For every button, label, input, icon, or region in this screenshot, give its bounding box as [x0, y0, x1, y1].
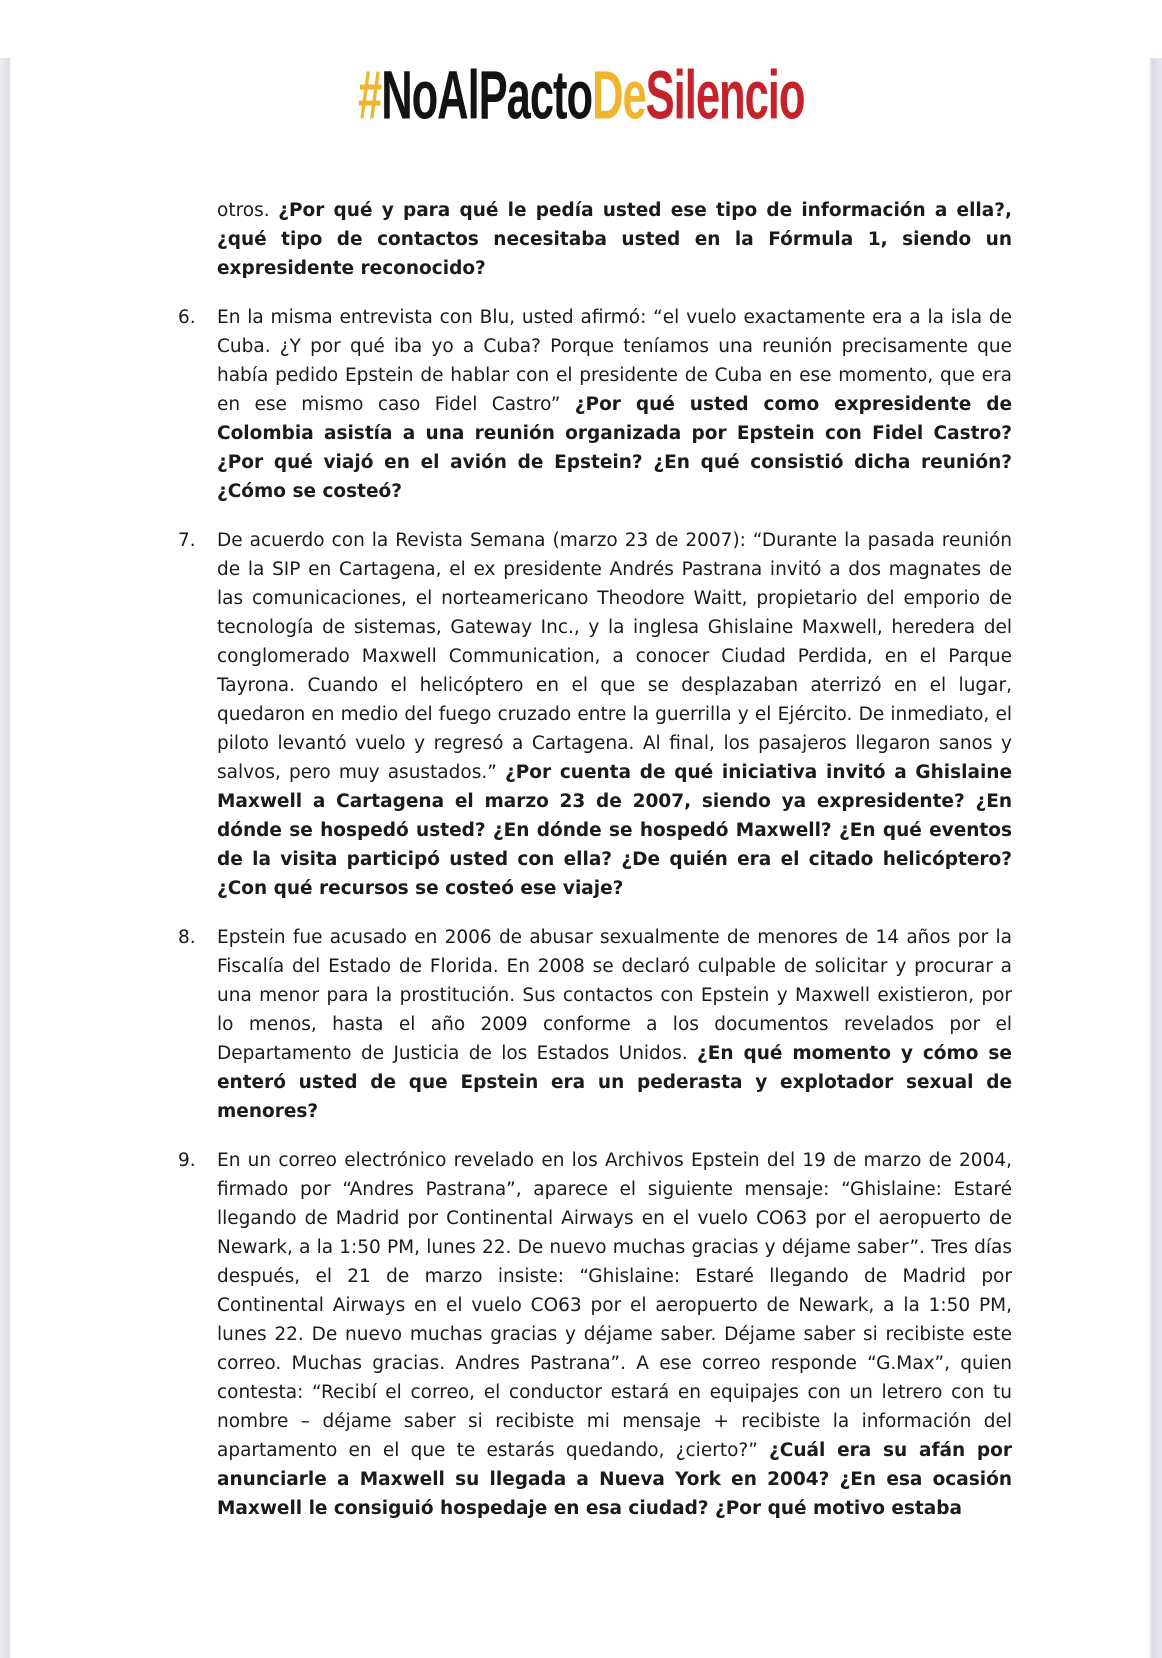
item-regular-text: De acuerdo con la Revista Semana (marzo 23 de 2007): “Durante la pasada reunión de la SIP en Cartagena, el ex presidente Andrés Pastrana invitó a dos magnates de las comunicaciones, el norteamericano Theodore Waitt, propietario del emporio de tecnología de sistemas, Gateway Inc., y la inglesa Ghislaine Maxwell, heredera del conglomerado Maxwell Communication, a conocer Ciudad Perdida, en el Parque Tayrona. Cuando el helicóptero en el que se desplazaban aterrizó en el lugar, quedaron en medio del fuego cruzado entre la guerrilla y el Ejército. De inmediato, el piloto levantó vuelo y regresó a Cartagena. Al final, los pasajeros llegaron sanos y salvos, pero muy asustados.”	[217, 530, 1012, 783]
questions-document	[178, 196, 1012, 1523]
item-number: 8.	[178, 927, 196, 948]
item-number: 7.	[178, 530, 196, 551]
item-regular-text: En un correo electrónico revelado en los Archivos Epstein del 19 de marzo de 2004, firmado por “Andres Pastrana”, aparece el siguiente mensaje: “Ghislaine: Estaré llegando de Madrid por Continental Airways en el vuelo CO63 por el aeropuerto de Newark, a la 1:50 PM, lunes 22. De nuevo muchas gracias y déjame saber”. Tres días después, el 21 de marzo insiste: “Ghislaine: Estaré llegando de Madrid por Continental Airways en el vuelo CO63 por el aeropuerto de Newark, a la 1:50 PM, lunes 22. De nuevo muchas gracias y déjame saber. Déjame saber si recibiste este correo. Muchas gracias. Andres Pastrana”. A ese correo responde “G.Max”, quien contesta: “Recibí el correo, el conductor estará en equipajes con un letrero con tu nombre – déjame saber si recibiste mi mensaje + recibiste la información del apartamento en el que te estarás quedando, ¿cierto?”	[217, 1150, 1012, 1461]
item-bold-question: ¿Por cuenta de qué iniciativa invitó a Ghislaine Maxwell a Cartagena el marzo 23 de 2007, siendo ya expresidente? ¿En dónde se hospedó usted? ¿En dónde se hospedó Maxwell? ¿En qué eventos de la visita participó usted con ella? ¿De quién era el citado helicóptero? ¿Con qué recursos se costeó ese viaje?	[217, 762, 1012, 899]
campaign-logo-text	[357, 56, 805, 134]
page-edge-left	[0, 58, 12, 1658]
question-item-9	[178, 1146, 1012, 1523]
document-page	[0, 58, 1162, 1658]
page-edge-right	[1148, 58, 1162, 1658]
logo-segment-2: De	[591, 56, 646, 134]
logo-segment-0: #	[357, 56, 382, 134]
item-number: 9.	[178, 1150, 196, 1171]
intro-continuation-paragraph	[178, 196, 1012, 283]
item-regular-text: En la misma entrevista con Blu, usted afirmó: “el vuelo exactamente era a la isla de Cuba. ¿Y por qué iba yo a Cuba? Porque teníamos una reunión precisamente que había pedido Epstein de hablar con el presidente de Cuba en ese momento, que era en ese mismo caso Fidel Castro”	[217, 307, 1012, 415]
logo-segment-1: NoAlPacto	[381, 56, 592, 134]
question-item-6	[178, 303, 1012, 506]
campaign-logo	[0, 58, 1162, 132]
item-regular-text: Epstein fue acusado en 2006 de abusar sexualmente de menores de 14 años por la Fiscalía del Estado de Florida. En 2008 se declaró culpable de solicitar y procurar a una menor para la prostitución. Sus contactos con Epstein y Maxwell existieron, por lo menos, hasta el año 2009 conforme a los documentos revelados por el Departamento de Justicia de los Estados Unidos.	[217, 927, 1012, 1064]
question-item-8	[178, 923, 1012, 1126]
item-bold-question: ¿Por qué usted como expresidente de Colombia asistía a una reunión organizada por Epstein con Fidel Castro? ¿Por qué viajó en el avión de Epstein? ¿En qué consistió dicha reunión? ¿Cómo se costeó?	[217, 394, 1013, 502]
item-bold-question: ¿En qué momento y cómo se enteró usted de que Epstein era un pederasta y explotador sexual de menores?	[217, 1043, 1012, 1122]
intro-regular-text: otros.	[217, 200, 279, 221]
intro-bold-question: ¿Por qué y para qué le pedía usted ese tipo de información a ella?, ¿qué tipo de contactos necesitaba usted en la Fórmula 1, siendo un expresidente reconocido?	[217, 200, 1013, 279]
item-number: 6.	[178, 307, 196, 328]
item-bold-question: ¿Cuál era su afán por anunciarle a Maxwell su llegada a Nueva York en 2004? ¿En esa ocasión Maxwell le consiguió hospedaje en esa ciudad? ¿Por qué motivo estaba	[217, 1440, 1013, 1519]
question-item-7	[178, 526, 1012, 903]
logo-segment-3: Silencio	[645, 56, 805, 134]
